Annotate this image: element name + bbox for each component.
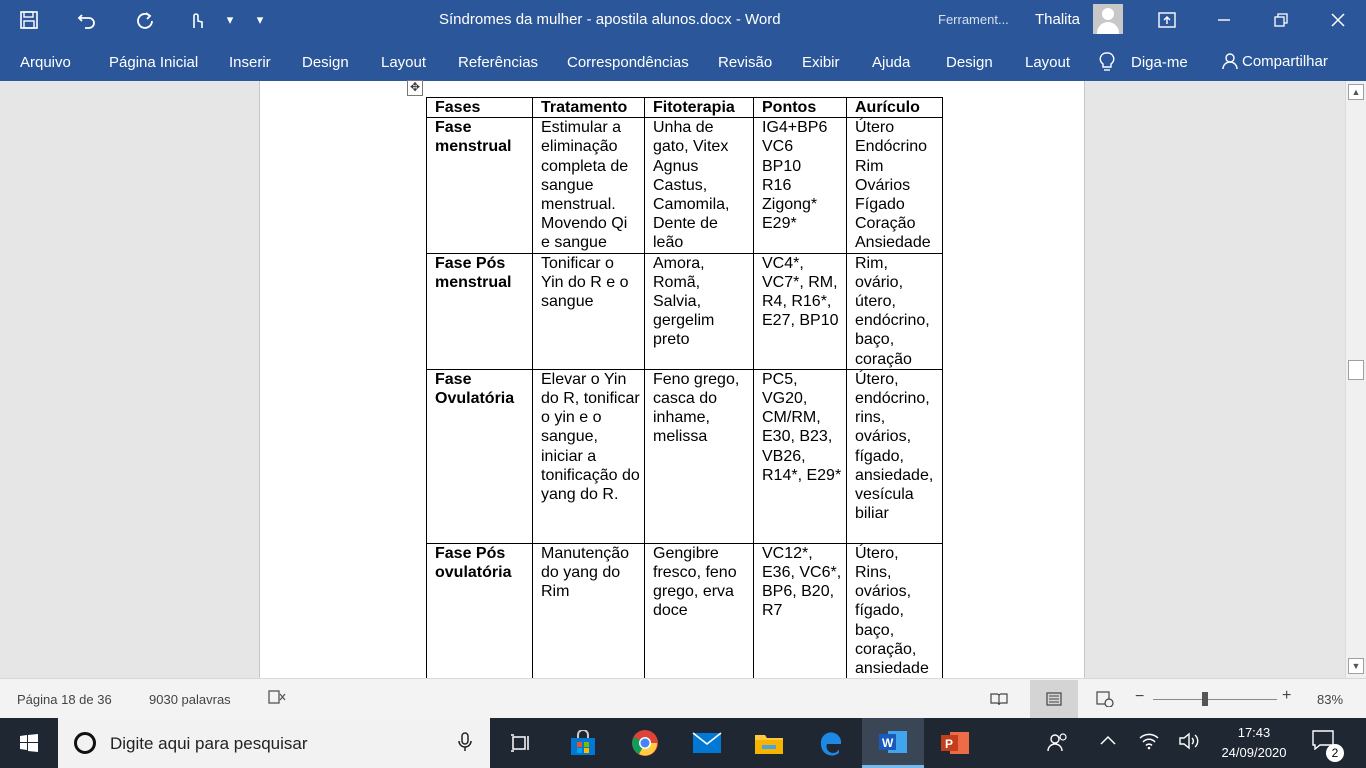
microphone-icon[interactable]	[458, 732, 472, 757]
avatar-head	[1102, 8, 1114, 20]
save-icon	[20, 11, 38, 29]
taskbar-powerpoint[interactable]	[924, 718, 986, 768]
volume-button[interactable]	[1178, 732, 1200, 755]
cell-points[interactable]: IG4+BP6 VC6 BP10 R16 Zigong* E29*	[754, 118, 847, 253]
zoom-level[interactable]: 83%	[1317, 692, 1344, 707]
header-fases[interactable]: Fases	[427, 98, 533, 118]
customize-icon: ▾	[256, 12, 264, 27]
tab-arquivo[interactable]: Arquivo	[20, 54, 71, 71]
table-row	[427, 253, 943, 369]
tab-layout[interactable]: Layout	[381, 54, 427, 71]
tab-inserir[interactable]: Inserir	[229, 54, 271, 71]
speaker-icon	[1178, 732, 1200, 750]
page-layout-icon	[1046, 692, 1062, 706]
avatar-body	[1097, 22, 1119, 34]
cell-treatment[interactable]: Tonificar o Yin do R e o sangue	[533, 253, 645, 369]
header-pontos[interactable]: Pontos	[754, 98, 847, 118]
cell-phyto[interactable]: Amora, Romã, Salvia, gergelim preto	[645, 253, 754, 369]
share-button[interactable]	[1222, 52, 1328, 70]
task-view-icon	[510, 733, 532, 753]
system-clock[interactable]	[1209, 723, 1299, 763]
vertical-scrollbar[interactable]	[1345, 81, 1366, 678]
chevron-up-icon	[1100, 735, 1116, 745]
proofing-icon	[268, 689, 286, 705]
taskbar-chrome[interactable]	[614, 718, 676, 768]
cell-phase[interactable]: Fase Pós menstrual	[427, 253, 533, 369]
table-tools-label[interactable]: Ferrament...	[938, 12, 1009, 27]
svg-text:P: P	[945, 737, 954, 751]
ribbon-display-icon	[1158, 12, 1176, 28]
mail-icon	[692, 732, 722, 754]
tab-design[interactable]: Design	[302, 54, 349, 71]
undo-button[interactable]	[58, 0, 116, 40]
cell-auricular[interactable]: Rim, ovário, útero, endócrino, baço, coração	[847, 253, 943, 369]
restore-icon	[1274, 13, 1288, 27]
scroll-down-button[interactable]	[1348, 658, 1364, 674]
store-icon	[569, 730, 597, 756]
tray-overflow-button[interactable]	[1100, 732, 1116, 750]
cell-phyto[interactable]: Unha de gato, Vitex Agnus Castus, Camomila, Dente de leão	[645, 118, 754, 253]
person-icon	[1222, 52, 1238, 70]
document-area[interactable]	[0, 81, 1345, 678]
tab-table-layout[interactable]: Layout	[1025, 54, 1071, 71]
taskbar-search[interactable]	[58, 718, 490, 768]
cell-phyto[interactable]: Feno grego, casca do inhame, melissa	[645, 369, 754, 543]
people-icon	[1047, 732, 1069, 752]
windows-icon	[19, 733, 39, 753]
tell-me-label: Diga-me	[1131, 53, 1188, 71]
word-count[interactable]: 9030 palavras	[149, 692, 231, 707]
clock-time: 17:43	[1237, 725, 1271, 740]
tab-exibir[interactable]: Exibir	[802, 54, 840, 71]
svg-text:W: W	[882, 735, 894, 750]
move-icon: ✥	[409, 80, 421, 94]
wifi-button[interactable]	[1138, 732, 1160, 755]
task-view-button[interactable]	[490, 718, 552, 768]
tab-table-design[interactable]: Design	[946, 54, 993, 71]
cortana-icon	[74, 732, 96, 754]
page-info[interactable]: Página 18 de 36	[17, 692, 112, 707]
zoom-out-button[interactable]: −	[1135, 688, 1145, 705]
ribbon-tabs	[0, 40, 1366, 81]
people-button[interactable]	[1047, 732, 1069, 757]
notification-badge: 2	[1326, 744, 1344, 762]
close-icon	[1331, 13, 1345, 27]
proofing-button[interactable]	[268, 689, 286, 708]
ribbon-display-options-button[interactable]	[1138, 0, 1195, 40]
header-auriculo[interactable]: Aurículo	[847, 98, 943, 118]
web-layout-button[interactable]	[1085, 685, 1125, 713]
touch-mode-button[interactable]	[174, 0, 218, 40]
cell-treatment[interactable]: Manutenção do yang do Rim	[533, 543, 645, 678]
chevron-up-icon: ▲	[1351, 87, 1361, 97]
taskbar-mail[interactable]	[676, 718, 738, 768]
cell-auricular[interactable]: Útero, endócrino, rins, ovários, fígado, ansiedade, vesícula biliar	[847, 369, 943, 543]
undo-icon	[77, 11, 97, 29]
title-bar	[0, 0, 1366, 40]
zoom-slider-track[interactable]	[1153, 699, 1277, 700]
cell-treatment[interactable]: Estimular a eliminação completa de sangue menstrual. Movendo Qi e sangue	[533, 118, 645, 253]
customize-qat-button[interactable]	[242, 0, 278, 40]
taskbar-edge[interactable]	[800, 718, 862, 768]
table-row	[427, 118, 943, 253]
book-icon	[990, 692, 1008, 706]
chrome-icon	[631, 729, 659, 757]
zoom-slider-thumb[interactable]	[1202, 692, 1208, 706]
folder-icon	[754, 731, 784, 755]
redo-button[interactable]	[116, 0, 174, 40]
touch-mode-dropdown[interactable]	[218, 0, 242, 40]
window-controls	[1138, 0, 1366, 40]
tab-correspondencias[interactable]: Correspondências	[567, 54, 689, 71]
table-move-handle[interactable]	[407, 80, 423, 96]
tab-ajuda[interactable]: Ajuda	[872, 54, 911, 71]
scrollbar-thumb[interactable]	[1348, 360, 1364, 380]
word-icon	[878, 729, 908, 755]
cell-points[interactable]: PC5, VG20, CM/RM, E30, B23, VB26, R14*, E29*	[754, 369, 847, 543]
chevron-down-icon: ▾	[226, 12, 234, 27]
cell-phase[interactable]: Fase menstrual	[427, 118, 533, 253]
cell-phyto[interactable]: Gengibre fresco, feno grego, erva doce	[645, 543, 754, 678]
cell-points[interactable]: VC12*, E36, VC6*, BP6, B20, R7	[754, 543, 847, 678]
table-row	[427, 543, 943, 678]
powerpoint-icon	[940, 730, 970, 756]
status-bar	[0, 678, 1366, 718]
lightbulb-icon	[1099, 52, 1115, 72]
share-label: Compartilhar	[1242, 52, 1328, 70]
header-fitoterapia[interactable]: Fitoterapia	[645, 98, 754, 118]
quick-access-toolbar	[0, 0, 278, 40]
start-button[interactable]	[0, 718, 58, 768]
taskbar-word[interactable]	[862, 718, 924, 768]
print-layout-button[interactable]	[1030, 680, 1078, 718]
tab-referencias[interactable]: Referências	[458, 54, 539, 71]
table-header-row	[427, 98, 943, 118]
cell-phase[interactable]: Fase Ovulatória	[427, 369, 533, 543]
table-row	[427, 369, 943, 543]
read-mode-button[interactable]	[979, 685, 1019, 713]
taskbar-file-explorer[interactable]	[738, 718, 800, 768]
document-title: Síndromes da mulher - apostila alunos.docx - Word	[439, 11, 781, 28]
avatar[interactable]	[1093, 4, 1123, 34]
scroll-up-button[interactable]	[1348, 84, 1364, 100]
header-tratamento[interactable]: Tratamento	[533, 98, 645, 118]
edge-icon	[818, 730, 844, 756]
cell-points[interactable]: VC4*, VC7*, RM, R4, R16*, E27, BP10	[754, 253, 847, 369]
close-button[interactable]	[1309, 0, 1366, 40]
wifi-icon	[1138, 732, 1160, 750]
minimize-icon	[1217, 13, 1231, 27]
search-placeholder: Digite aqui para pesquisar	[110, 734, 308, 753]
zoom-in-button[interactable]: +	[1282, 687, 1292, 704]
save-button[interactable]	[0, 0, 58, 40]
tell-me-button[interactable]	[1099, 52, 1188, 72]
redo-icon	[136, 11, 154, 29]
phases-table[interactable]	[426, 97, 943, 678]
cell-auricular[interactable]: Útero Endócrino Rim Ovários Fígado Coração Ansiedade	[847, 118, 943, 253]
clock-date: 24/09/2020	[1221, 745, 1287, 760]
restore-button[interactable]	[1252, 0, 1309, 40]
touch-mode-icon	[188, 10, 204, 30]
minimize-button[interactable]	[1195, 0, 1252, 40]
taskbar	[0, 718, 1366, 768]
cell-treatment[interactable]: Elevar o Yin do R, tonificar o yin e o sangue, iniciar a tonificação do yang do R.	[533, 369, 645, 543]
web-layout-icon	[1096, 691, 1114, 707]
tab-revisao[interactable]: Revisão	[718, 54, 773, 71]
taskbar-store[interactable]	[552, 718, 614, 768]
tab-pagina-inicial[interactable]: Página Inicial	[109, 54, 199, 71]
chevron-down-icon: ▼	[1351, 661, 1361, 671]
user-name[interactable]: Thalita	[1035, 11, 1081, 28]
cell-auricular[interactable]: Útero, Rins, ovários, fígado, baço, coração, ansiedade	[847, 543, 943, 678]
cell-phase[interactable]: Fase Pós ovulatória	[427, 543, 533, 678]
